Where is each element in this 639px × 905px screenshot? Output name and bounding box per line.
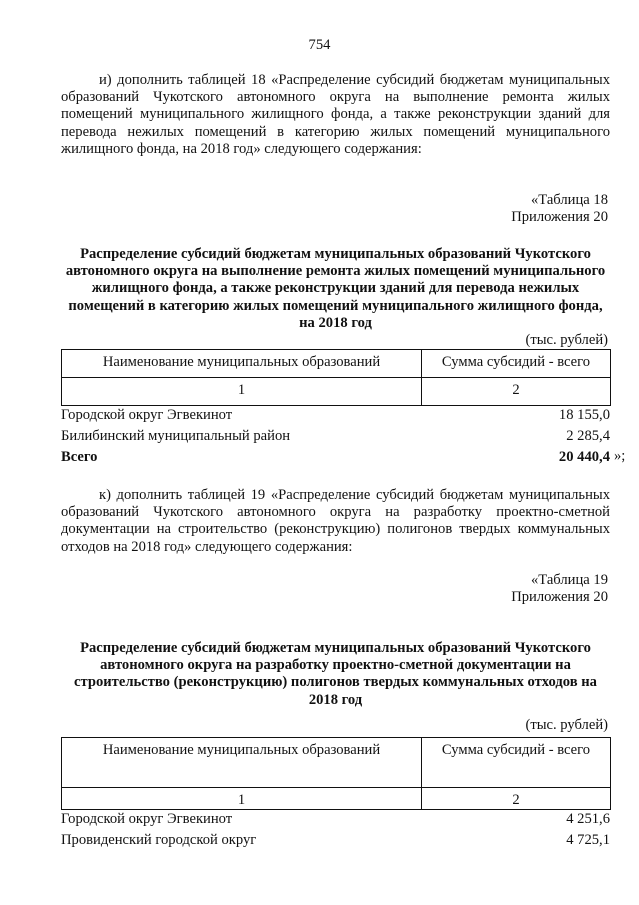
total-value: 20 440,4 [558, 448, 610, 465]
table19-header [61, 737, 611, 810]
row-name: Провиденский городской округ [61, 831, 257, 848]
table19-col1-header: Наименование муниципальных образований [62, 738, 422, 788]
paragraph-i: и) дополнить таблицей 18 «Распределение субсидий бюджетам муниципальных образований Чукотского автономного округа на выполнение ремонта жилых помещений муниципального жилищного фонда, а также реконструкции зданий для перевода нежилых помещений в категорию жилых помещений муниципального жилищного фонда, на 2018 год» следующего содержания: [61, 72, 610, 157]
row-name: Городской округ Эгвекинот [61, 810, 233, 827]
total-label: Всего [61, 448, 98, 465]
table19-ref-line1: «Таблица 19 [530, 572, 608, 588]
table18-body [61, 405, 610, 468]
table18-ref-line2: Приложения 20 [511, 209, 608, 225]
row-name: Билибинский муниципальный район [61, 427, 291, 444]
table19-units: (тыс. рублей) [525, 717, 608, 733]
table-row [61, 809, 610, 830]
table19-title: Распределение субсидий бюджетам муниципальных образований Чукотского автономного округа на разработку проектно-сметной документации на строительство (реконструкцию) полигонов твердых коммунальных отходов на 2018 год [74, 640, 597, 708]
table18-col2-number: 2 [422, 378, 611, 406]
table-row [61, 830, 610, 851]
table18-title: Распределение субсидий бюджетам муниципальных образований Чукотского автономного округа на выполнение ремонта жилых помещений муниципального жилищного фонда, а также реконструкции зданий для перевода нежилых помещений в категорию жилых помещений муниципального жилищного фонда, на 2018 год [65, 246, 606, 331]
table-row [61, 426, 610, 447]
row-name: Городской округ Эгвекинот [61, 406, 233, 423]
row-value: 4 251,6 [566, 810, 610, 827]
table-row [61, 405, 610, 426]
table19-ref-line2: Приложения 20 [511, 589, 608, 605]
row-value: 2 285,4 [566, 427, 610, 444]
table19-col2-header: Сумма субсидий - всего [422, 738, 611, 788]
table19-body [61, 809, 610, 851]
table18-ref-line1: «Таблица 18 [530, 192, 608, 208]
table18-col1-header: Наименование муниципальных образований [62, 350, 422, 378]
table18-col1-number: 1 [62, 378, 422, 406]
paragraph-k: к) дополнить таблицей 19 «Распределение субсидий бюджетам муниципальных образований Чукотского автономного округа на разработку проектно-сметной документации на строительство (реконструкцию) полигонов твердых коммунальных отходов на 2018 год» следующего содержания: [61, 487, 610, 555]
table18-col2-header: Сумма субсидий - всего [422, 350, 611, 378]
table18-header [61, 349, 611, 406]
table19-col1-number: 1 [62, 788, 422, 810]
row-value: 18 155,0 [558, 406, 610, 423]
table-total-row [61, 447, 610, 468]
table19-col2-number: 2 [422, 788, 611, 810]
table18-units: (тыс. рублей) [525, 332, 608, 348]
row-value: 4 725,1 [566, 831, 610, 848]
page-number: 754 [308, 37, 331, 53]
table18-closing: »; [614, 448, 626, 464]
